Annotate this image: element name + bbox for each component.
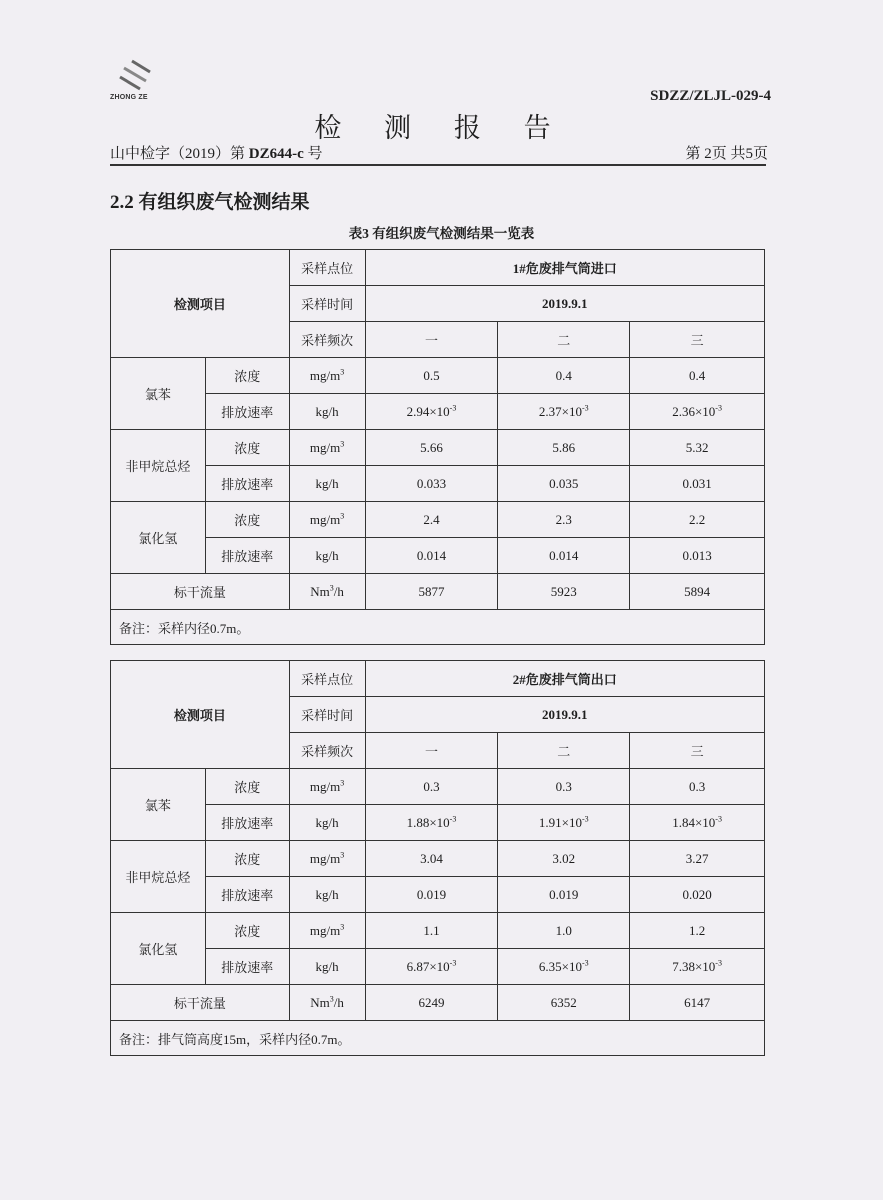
pollutant-name: 氯化氢 (111, 502, 206, 574)
value-cell: 6352 (498, 985, 630, 1021)
value-cell: $1.84\times 10^{-3}$ (630, 805, 765, 841)
report-number: 山中检字（2019）第 DZ644-c 号 (110, 146, 323, 162)
value-cell: 5.86 (498, 430, 630, 466)
table-row (111, 250, 765, 286)
pollutant-name: 氯化氢 (111, 913, 206, 985)
metric-label: 排放速率 (205, 466, 289, 502)
freq-1: 一 (365, 733, 498, 769)
value-cell: 5894 (630, 574, 765, 610)
table-row (111, 841, 765, 877)
unit: $mg/m^3$ (289, 913, 365, 949)
freq-1: 一 (365, 322, 498, 358)
logo-stripes-icon (110, 58, 170, 94)
metric-label: 浓度 (205, 502, 289, 538)
sampling-freq-label: 采样频次 (289, 733, 365, 769)
table-row (111, 574, 765, 610)
pollutant-name: 非甲烷总烃 (111, 841, 206, 913)
unit: kg/h (289, 805, 365, 841)
unit: $mg/m^3$ (289, 841, 365, 877)
value-cell: 0.031 (630, 466, 765, 502)
value-cell: 0.033 (365, 466, 498, 502)
sampling-point-value: 1#危废排气筒进口 (365, 250, 764, 286)
unit: $mg/m^3$ (289, 358, 365, 394)
sampling-time-value: 2019.9.1 (365, 286, 764, 322)
unit: kg/h (289, 538, 365, 574)
table-row (111, 949, 765, 985)
freq-2: 二 (498, 322, 630, 358)
value-cell: 0.013 (630, 538, 765, 574)
page-number: 第 2页 共5页 (685, 146, 768, 162)
value-cell: 0.4 (498, 358, 630, 394)
metric-label: 排放速率 (205, 805, 289, 841)
table-row (111, 913, 765, 949)
value-cell: $2.94\times 10^{-3}$ (365, 394, 498, 430)
table-row (111, 394, 765, 430)
value-cell: 5923 (498, 574, 630, 610)
value-cell: 0.014 (365, 538, 498, 574)
table-row (111, 661, 765, 697)
value-cell: 0.019 (365, 877, 498, 913)
value-cell: 0.020 (630, 877, 765, 913)
table-row (111, 610, 765, 645)
value-cell: 0.3 (365, 769, 498, 805)
value-cell: 2.3 (498, 502, 630, 538)
pollutant-name: 非甲烷总烃 (111, 430, 206, 502)
freq-2: 二 (498, 733, 630, 769)
table-row (111, 466, 765, 502)
value-cell: 2.2 (630, 502, 765, 538)
value-cell: 1.0 (498, 913, 630, 949)
metric-label: 排放速率 (205, 538, 289, 574)
table-row (111, 769, 765, 805)
header-divider (110, 164, 766, 166)
value-cell: 0.019 (498, 877, 630, 913)
metric-label: 浓度 (205, 769, 289, 805)
metric-label: 排放速率 (205, 394, 289, 430)
value-cell: 5877 (365, 574, 498, 610)
metric-label: 浓度 (205, 913, 289, 949)
unit: Nm$^3$/h (289, 574, 365, 610)
table-row (111, 358, 765, 394)
value-cell: $2.36\times 10^{-3}$ (630, 394, 765, 430)
table-row (111, 805, 765, 841)
metric-label: 浓度 (205, 358, 289, 394)
value-cell: 5.66 (365, 430, 498, 466)
metric-label: 排放速率 (205, 877, 289, 913)
value-cell: 0.5 (365, 358, 498, 394)
section-title: 2.2 有组织废气检测结果 (110, 192, 310, 213)
results-table-inlet (110, 249, 765, 645)
value-cell: $6.35\times 10^{-3}$ (498, 949, 630, 985)
value-cell: 5.32 (630, 430, 765, 466)
unit: kg/h (289, 466, 365, 502)
sampling-point-value: 2#危废排气筒出口 (365, 661, 764, 697)
freq-3: 三 (630, 733, 765, 769)
pollutant-name: 氯苯 (111, 358, 206, 430)
value-cell: $6.87\times 10^{-3}$ (365, 949, 498, 985)
table-row (111, 877, 765, 913)
freq-3: 三 (630, 322, 765, 358)
unit: $mg/m^3$ (289, 769, 365, 805)
table-row (111, 985, 765, 1021)
document-title: 检 测 报 告 (314, 113, 569, 143)
flow-label: 标干流量 (111, 574, 290, 610)
logo-text: ZHONG ZE (110, 94, 148, 101)
item-header: 检测项目 (111, 250, 290, 358)
value-cell: 0.3 (498, 769, 630, 805)
table-note: 备注：采样内径0.7m。 (111, 610, 765, 645)
metric-label: 浓度 (205, 430, 289, 466)
table-row (111, 538, 765, 574)
unit: $mg/m^3$ (289, 502, 365, 538)
table-caption: 表3 有组织废气检测结果一览表 (348, 226, 535, 241)
sampling-time-label: 采样时间 (289, 286, 365, 322)
item-header: 检测项目 (111, 661, 290, 769)
value-cell: 0.035 (498, 466, 630, 502)
value-cell: $1.88\times 10^{-3}$ (365, 805, 498, 841)
value-cell: 0.014 (498, 538, 630, 574)
value-cell: $1.91\times 10^{-3}$ (498, 805, 630, 841)
value-cell: 3.02 (498, 841, 630, 877)
value-cell: 6249 (365, 985, 498, 1021)
value-cell: $2.37\times 10^{-3}$ (498, 394, 630, 430)
metric-label: 排放速率 (205, 949, 289, 985)
value-cell: 0.4 (630, 358, 765, 394)
value-cell: 1.1 (365, 913, 498, 949)
value-cell: 3.27 (630, 841, 765, 877)
results-table-outlet (110, 660, 765, 1056)
unit: $mg/m^3$ (289, 430, 365, 466)
unit: Nm$^3$/h (289, 985, 365, 1021)
table-row (111, 502, 765, 538)
value-cell: $7.38\times 10^{-3}$ (630, 949, 765, 985)
table-row (111, 1021, 765, 1056)
unit: kg/h (289, 949, 365, 985)
table-row (111, 430, 765, 466)
metric-label: 浓度 (205, 841, 289, 877)
unit: kg/h (289, 877, 365, 913)
value-cell: 6147 (630, 985, 765, 1021)
pollutant-name: 氯苯 (111, 769, 206, 841)
sampling-freq-label: 采样频次 (289, 322, 365, 358)
value-cell: 0.3 (630, 769, 765, 805)
sampling-time-value: 2019.9.1 (365, 697, 764, 733)
table-note: 备注：排气筒高度15m，采样内径0.7m。 (111, 1021, 765, 1056)
value-cell: 1.2 (630, 913, 765, 949)
value-cell: 2.4 (365, 502, 498, 538)
flow-label: 标干流量 (111, 985, 290, 1021)
sampling-point-label: 采样点位 (289, 250, 365, 286)
unit: kg/h (289, 394, 365, 430)
sampling-point-label: 采样点位 (289, 661, 365, 697)
document-code: SDZZ/ZLJL-029-4 (650, 88, 771, 104)
value-cell: 3.04 (365, 841, 498, 877)
sampling-time-label: 采样时间 (289, 697, 365, 733)
